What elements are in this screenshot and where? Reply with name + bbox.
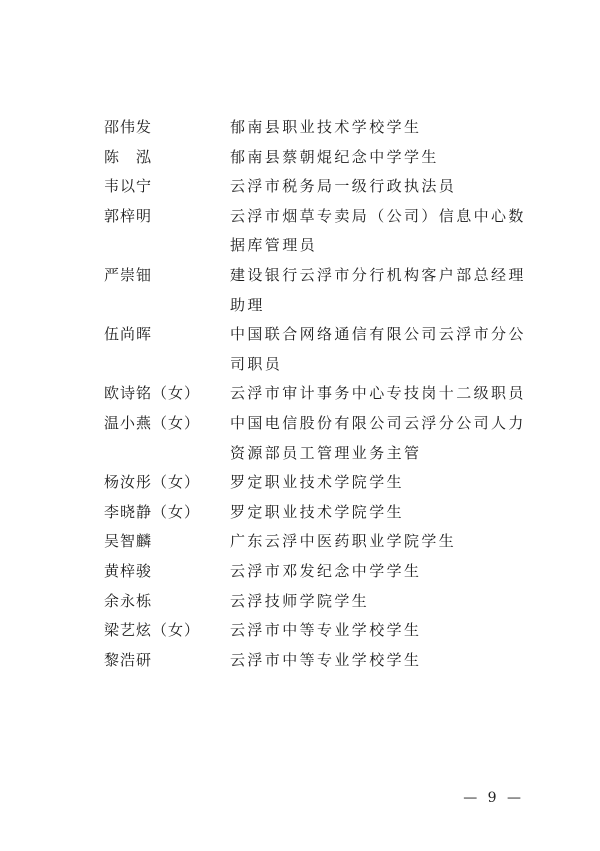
- person-affiliation: [230, 113, 544, 143]
- person-affiliation: [230, 616, 544, 646]
- affiliation-line: 郁南县蔡朝焜纪念中学学生: [230, 147, 439, 166]
- person-name: 温小燕（女）: [104, 413, 201, 432]
- page-number: — 9 —: [463, 790, 524, 806]
- affiliation-line: 云浮技师学院学生: [230, 591, 370, 610]
- person-name: 黎浩研: [104, 650, 153, 669]
- person-affiliation: [230, 202, 544, 261]
- affiliation-line: 云浮市中等专业学校学生: [230, 650, 422, 669]
- list-item: [104, 616, 544, 646]
- person-name: 邵伟发: [104, 118, 153, 136]
- affiliation-line: 郁南县职业技术学校学生: [230, 118, 422, 136]
- affiliation-line: 广东云浮中医药职业学院学生: [230, 532, 457, 551]
- person-affiliation: [230, 143, 544, 173]
- person-name: 郭梓明: [104, 206, 153, 225]
- list-item: [104, 261, 544, 320]
- affiliation-line: 罗定职业技术学院学生: [230, 473, 405, 492]
- person-affiliation: [230, 498, 544, 528]
- affiliation-line: 云浮市税务局一级行政执法员: [230, 177, 457, 196]
- person-name: 欧诗铭（女）: [104, 384, 201, 403]
- affiliation-line: 据库管理员: [230, 236, 318, 255]
- person-affiliation: [230, 587, 544, 617]
- list-item: [104, 498, 544, 528]
- affiliation-line: 中国电信股份有限公司云浮分公司人力: [230, 413, 526, 432]
- list-item: [104, 320, 544, 379]
- affiliation-line: 云浮市审计事务中心专技岗十二级职员: [230, 384, 526, 403]
- person-name: 伍尚晖: [104, 325, 153, 344]
- person-name: 李晓静（女）: [104, 502, 201, 521]
- person-affiliation: [230, 527, 544, 557]
- list-item: [104, 646, 544, 676]
- person-affiliation: [230, 409, 544, 468]
- list-item: [104, 379, 544, 409]
- list-item: [104, 468, 544, 498]
- person-affiliation: [230, 261, 544, 320]
- person-affiliation: [230, 320, 544, 379]
- list-item: [104, 172, 544, 202]
- person-name: 余永栎: [104, 591, 153, 610]
- member-list: [104, 113, 544, 675]
- list-item: [104, 409, 544, 468]
- person-affiliation: [230, 646, 544, 676]
- list-item: [104, 143, 544, 173]
- person-name: 梁艺炫（女）: [104, 621, 201, 640]
- affiliation-line: 罗定职业技术学院学生: [230, 502, 405, 521]
- person-affiliation: [230, 172, 544, 202]
- person-affiliation: [230, 557, 544, 587]
- affiliation-line: 建设银行云浮市分行机构客户部总经理: [230, 265, 526, 284]
- affiliation-line: 司职员: [230, 354, 283, 373]
- person-name: 严崇钿: [104, 265, 153, 284]
- affiliation-line: 云浮市中等专业学校学生: [230, 621, 422, 640]
- affiliation-line: 云浮市烟草专卖局（公司）信息中心数: [230, 206, 526, 225]
- list-item: [104, 202, 544, 261]
- person-name: 杨汝彤（女）: [104, 473, 201, 492]
- person-affiliation: [230, 468, 544, 498]
- affiliation-line: 资源部员工管理业务主管: [230, 443, 422, 462]
- person-affiliation: [230, 379, 544, 409]
- person-name: 吴智麟: [104, 532, 153, 551]
- affiliation-line: 云浮市邓发纪念中学学生: [230, 561, 422, 580]
- affiliation-line: 助理: [230, 295, 265, 314]
- person-name: 陈 泓: [104, 147, 153, 166]
- list-item: [104, 557, 544, 587]
- person-name: 韦以宁: [104, 177, 153, 196]
- person-name: 黄梓骏: [104, 561, 153, 580]
- list-item: [104, 527, 544, 557]
- affiliation-line: 中国联合网络通信有限公司云浮市分公: [230, 325, 526, 344]
- list-item: [104, 587, 544, 617]
- list-item: [104, 113, 544, 143]
